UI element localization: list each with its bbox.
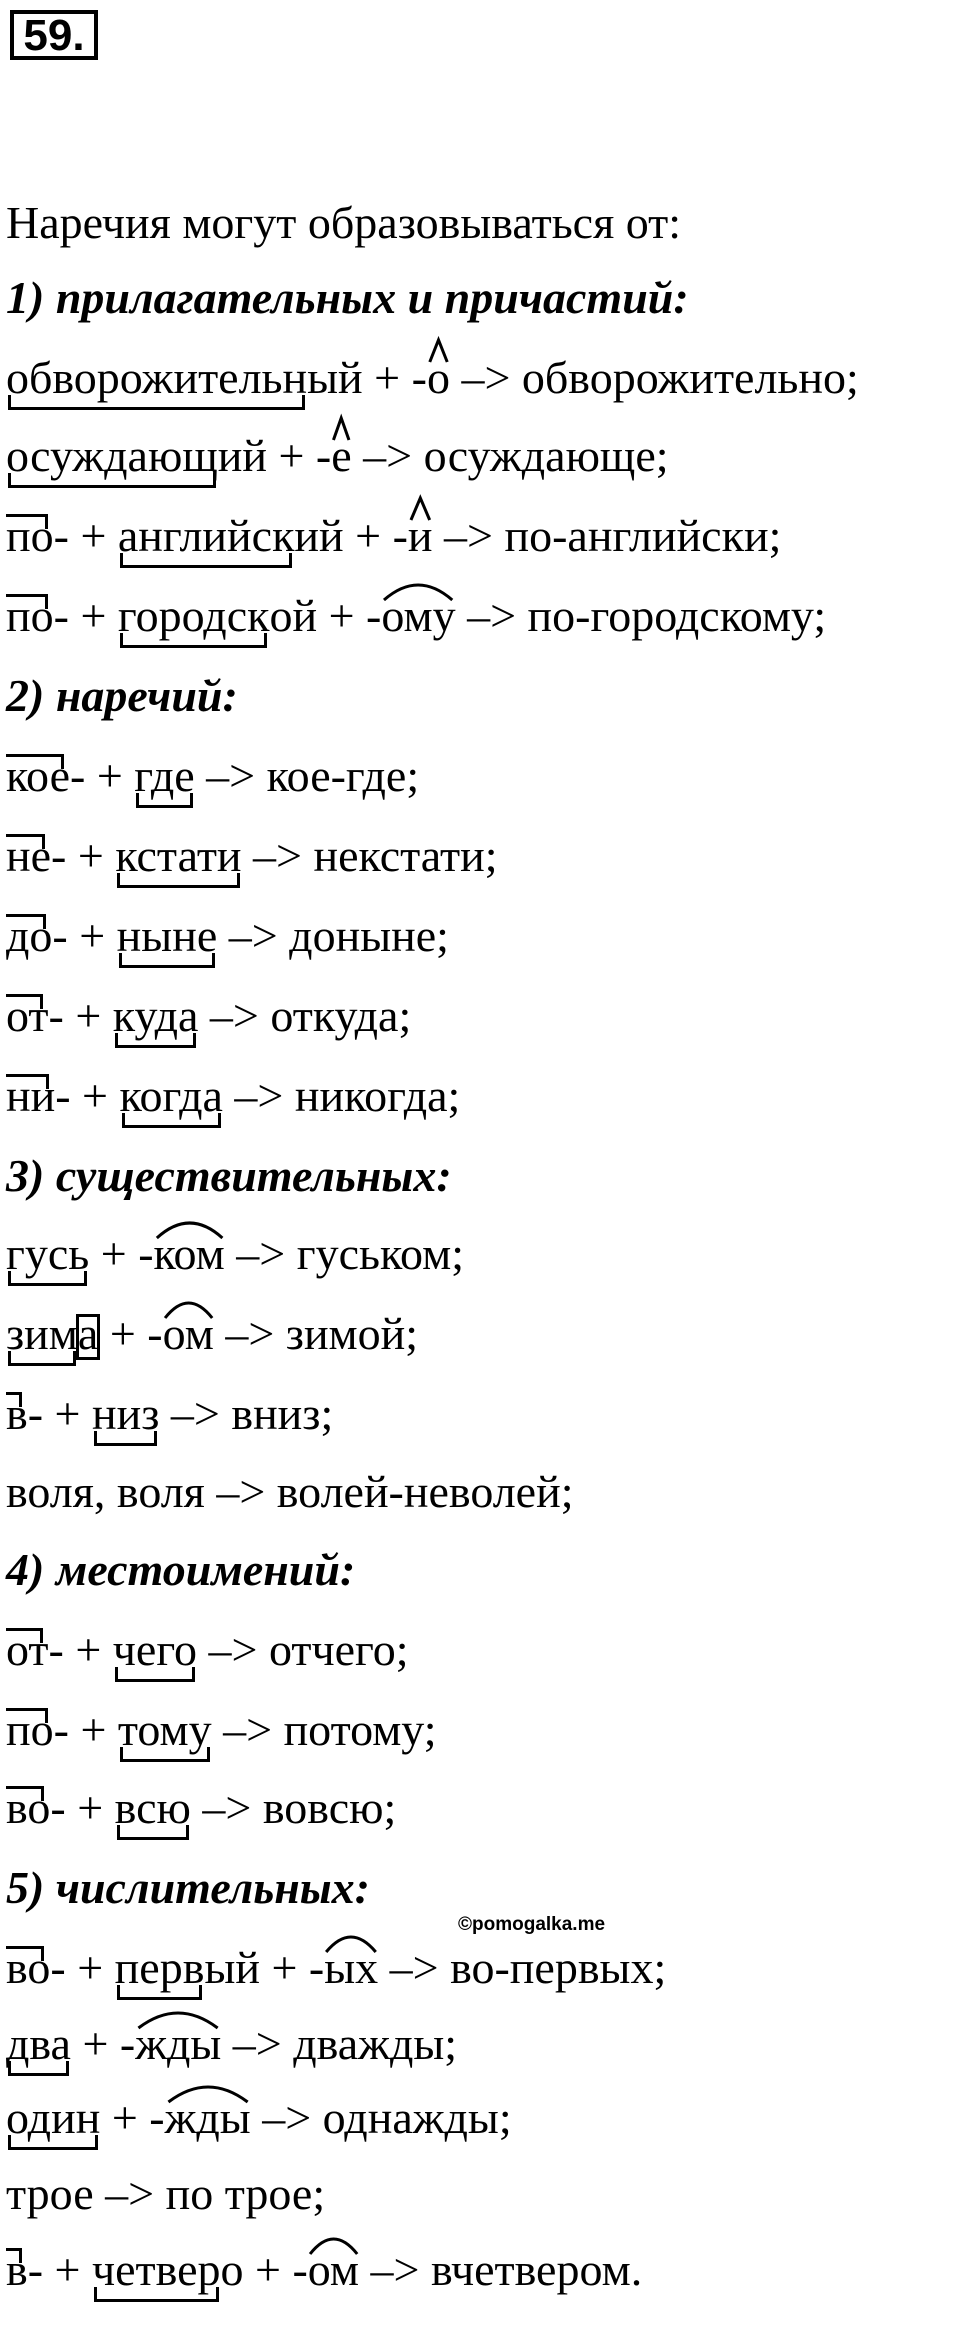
root-mark: два xyxy=(6,2016,71,2072)
suffix-mark xyxy=(381,588,455,644)
plain-text: –> по-английски; xyxy=(432,510,782,561)
suffix-arc xyxy=(135,2004,221,2030)
plain-text: - + xyxy=(51,830,116,881)
suffix-mark xyxy=(135,2016,221,2072)
suffix-mark xyxy=(324,1940,378,1996)
plain-text: трое –> по трое; xyxy=(6,2168,326,2219)
plain-text: ый + - xyxy=(307,352,427,403)
plain-text: - + xyxy=(53,590,118,641)
plain-text: + - xyxy=(98,1308,163,1359)
derivation-line xyxy=(6,1306,418,1362)
derivation-line xyxy=(6,1464,573,1520)
prefix-mark: по xyxy=(6,1702,54,1758)
plain-text: –> потому; xyxy=(211,1704,437,1755)
prefix-mark: кое xyxy=(6,748,70,804)
prefix-mark: до xyxy=(6,908,52,964)
plain-text: –> вниз; xyxy=(159,1388,334,1439)
derivation-line xyxy=(6,828,498,884)
plain-text: –> гуськом; xyxy=(224,1228,465,1279)
suffix-mark xyxy=(331,428,351,484)
plain-text: –> доныне; xyxy=(217,910,449,961)
plain-text: –> по-городскому; xyxy=(455,590,827,641)
derivation-line xyxy=(6,2016,457,2072)
root-mark: английск xyxy=(118,508,295,564)
suffix-arc xyxy=(165,2078,251,2104)
root-mark: перв xyxy=(115,1940,205,1996)
derivation-line xyxy=(6,1702,436,1758)
root-mark: обворожительн xyxy=(6,350,307,406)
root-mark: ныне xyxy=(117,908,218,964)
plain-text: –> однажды; xyxy=(250,2092,512,2143)
plain-text: - + xyxy=(50,1782,115,1833)
derivation-line xyxy=(6,908,449,964)
plain-text: –> осуждающе; xyxy=(351,430,669,481)
derivation-line xyxy=(6,2166,325,2222)
suffix-arc xyxy=(154,1214,225,1240)
root-mark: зим xyxy=(6,1306,78,1362)
derivation-line xyxy=(6,1226,464,1282)
suffix-mark xyxy=(165,2090,251,2146)
root-mark: один xyxy=(6,2090,100,2146)
derivation-line xyxy=(6,1068,460,1124)
plain-text: - + xyxy=(55,1070,120,1121)
prefix-mark: не xyxy=(6,828,51,884)
suffix-arc xyxy=(427,338,450,364)
suffix-arc xyxy=(308,2230,359,2256)
derivation-line xyxy=(6,588,826,644)
derivation-line xyxy=(6,1940,666,1996)
derivation-line xyxy=(6,988,411,1044)
prefix-mark: по xyxy=(6,508,54,564)
suffix-mark xyxy=(154,1226,225,1282)
prefix-mark: от xyxy=(6,988,49,1044)
intro-text: Наречия могут образовываться от: xyxy=(6,197,682,248)
plain-text: ий + - xyxy=(294,510,408,561)
root-mark: тому xyxy=(118,1702,212,1758)
root-mark: городск xyxy=(118,588,270,644)
prefix-mark: в xyxy=(6,2242,28,2298)
plain-text: –> отчего; xyxy=(197,1624,409,1675)
plain-text: + - xyxy=(89,1228,154,1279)
suffix-text: и xyxy=(407,510,433,561)
prefix-mark: в xyxy=(6,1386,28,1442)
plain-text: - + xyxy=(52,910,117,961)
root-mark: низ xyxy=(92,1386,159,1442)
section-heading: 3) существительных: xyxy=(6,1150,452,1201)
plain-text: –> обворожительно; xyxy=(449,352,859,403)
suffix-arc xyxy=(408,496,433,522)
derivation-line xyxy=(6,350,859,406)
suffix-mark xyxy=(427,350,450,406)
suffix-mark xyxy=(163,1306,214,1362)
plain-text: –> дважды; xyxy=(221,2018,458,2069)
plain-text: - + xyxy=(27,1388,92,1439)
plain-text: - + xyxy=(48,990,113,1041)
plain-text: ий + - xyxy=(217,430,332,481)
ending-mark: а xyxy=(78,1306,98,1362)
suffix-arc xyxy=(331,416,351,442)
root-mark: чего xyxy=(113,1622,197,1678)
root-mark: где xyxy=(134,748,194,804)
suffix-mark xyxy=(408,508,433,564)
suffix-arc xyxy=(324,1928,378,1954)
plain-text: воля, воля –> волей-неволей; xyxy=(6,1466,574,1517)
suffix-text: ому xyxy=(381,590,456,641)
suffix-text: е xyxy=(331,430,352,481)
prefix-mark: по xyxy=(6,588,54,644)
prefix-mark: во xyxy=(6,1780,50,1836)
derivation-line xyxy=(6,1386,333,1442)
plain-text: - + xyxy=(27,2244,92,2295)
derivation-line xyxy=(6,1622,409,1678)
section-heading: 4) местоимений: xyxy=(6,1544,356,1595)
plain-text: –> во-первых; xyxy=(378,1942,667,1993)
suffix-arc xyxy=(381,576,455,602)
suffix-text: ом xyxy=(162,1308,214,1359)
root-mark: кстати xyxy=(115,828,241,884)
plain-text: ой + - xyxy=(269,590,382,641)
plain-text: –> откуда; xyxy=(198,990,412,1041)
exercise-number: 59. xyxy=(10,10,98,60)
plain-text: –> вчетвером. xyxy=(359,2244,643,2295)
suffix-mark xyxy=(308,2242,359,2298)
suffix-arc xyxy=(163,1294,214,1320)
root-mark: куда xyxy=(113,988,199,1044)
plain-text: –> вовсю; xyxy=(190,1782,397,1833)
plain-text: –> зимой; xyxy=(213,1308,419,1359)
derivation-line xyxy=(6,1780,396,1836)
suffix-text: ом xyxy=(307,2244,360,2295)
plain-text: ый + - xyxy=(204,1942,325,1993)
prefix-mark: от xyxy=(6,1622,49,1678)
suffix-text: ых xyxy=(324,1942,379,1993)
plain-text: + - xyxy=(100,2092,165,2143)
root-mark: когда xyxy=(120,1068,223,1124)
plain-text: - + xyxy=(70,750,135,801)
derivation-line xyxy=(6,508,781,564)
plain-text: - + xyxy=(53,1704,118,1755)
derivation-line xyxy=(6,2090,512,2146)
plain-text: о + - xyxy=(220,2244,308,2295)
suffix-text: жды xyxy=(135,2018,222,2069)
derivation-line xyxy=(6,428,669,484)
suffix-text: жды xyxy=(164,2092,251,2143)
plain-text: –> никогда; xyxy=(222,1070,461,1121)
root-mark: четвер xyxy=(92,2242,221,2298)
watermark: ©pomogalka.me xyxy=(458,1914,606,1935)
section-heading: 5) числительных: xyxy=(6,1862,371,1913)
section-heading: 1) прилагательных и причастий: xyxy=(6,272,689,323)
plain-text: –> кое-где; xyxy=(194,750,420,801)
derivation-line xyxy=(6,2242,642,2298)
root-mark: всю xyxy=(115,1780,191,1836)
section-heading: 2) наречий: xyxy=(6,670,238,721)
root-mark: гусь xyxy=(6,1226,89,1282)
plain-text: - + xyxy=(48,1624,113,1675)
derivation-line xyxy=(6,748,419,804)
plain-text: - + xyxy=(53,510,118,561)
prefix-mark: во xyxy=(6,1940,50,1996)
plain-text: + - xyxy=(70,2018,136,2069)
prefix-mark: ни xyxy=(6,1068,55,1124)
suffix-text: о xyxy=(426,352,450,403)
root-mark: осуждающ xyxy=(6,428,218,484)
plain-text: - + xyxy=(50,1942,115,1993)
plain-text: –> некстати; xyxy=(241,830,498,881)
suffix-text: ком xyxy=(153,1228,225,1279)
